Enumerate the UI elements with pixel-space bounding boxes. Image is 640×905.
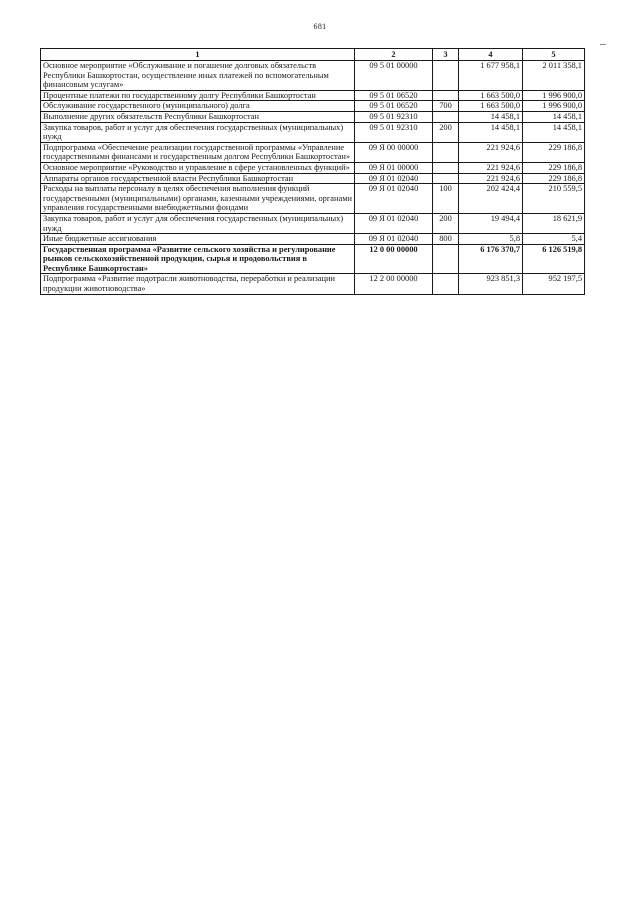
row-name: Подпрограмма «Обеспечение реализации государственной программы «Управление государственными финансами и государственным долгом Республики Башкортостан» bbox=[41, 142, 355, 162]
row-value-1: 923 851,3 bbox=[459, 274, 523, 294]
row-value-2: 6 126 519,8 bbox=[523, 244, 585, 274]
table-row bbox=[41, 184, 585, 214]
row-name: Выполнение других обязательств Республики Башкортостан bbox=[41, 111, 355, 122]
row-type: 200 bbox=[433, 122, 459, 142]
row-type bbox=[433, 244, 459, 274]
row-name: Основное мероприятие «Руководство и управление в сфере установленных функций» bbox=[41, 162, 355, 173]
row-code: 09 Я 01 02040 bbox=[355, 213, 433, 233]
row-type bbox=[433, 61, 459, 91]
row-code: 12 0 00 00000 bbox=[355, 244, 433, 274]
table-row-program bbox=[41, 244, 585, 274]
table-header-row bbox=[41, 49, 585, 61]
row-value-1: 19 494,4 bbox=[459, 213, 523, 233]
row-code: 09 5 01 92310 bbox=[355, 122, 433, 142]
row-name: Основное мероприятие «Обслуживание и погашение долговых обязательств Республики Башкортостан, осуществление иных платежей по вспомогательным финансовым услугам» bbox=[41, 61, 355, 91]
column-header-code: 2 bbox=[355, 49, 433, 61]
row-code: 09 Я 01 02040 bbox=[355, 173, 433, 184]
row-type bbox=[433, 90, 459, 101]
table-row bbox=[41, 101, 585, 112]
row-value-2: 5,4 bbox=[523, 234, 585, 245]
table-row bbox=[41, 111, 585, 122]
row-type bbox=[433, 173, 459, 184]
row-value-1: 14 458,1 bbox=[459, 111, 523, 122]
table-row bbox=[41, 173, 585, 184]
row-code: 09 5 01 92310 bbox=[355, 111, 433, 122]
table-row bbox=[41, 122, 585, 142]
row-type bbox=[433, 162, 459, 173]
row-code: 09 5 01 06520 bbox=[355, 101, 433, 112]
row-code: 09 Я 01 02040 bbox=[355, 234, 433, 245]
row-value-2: 1 996 900,0 bbox=[523, 90, 585, 101]
table-row bbox=[41, 142, 585, 162]
row-value-2: 229 186,8 bbox=[523, 142, 585, 162]
row-value-1: 202 424,4 bbox=[459, 184, 523, 214]
row-value-2: 1 996 900,0 bbox=[523, 101, 585, 112]
row-value-1: 221 924,6 bbox=[459, 173, 523, 184]
row-code: 12 2 00 00000 bbox=[355, 274, 433, 294]
row-value-2: 952 197,5 bbox=[523, 274, 585, 294]
row-name: Обслуживание государственного (муниципального) долга bbox=[41, 101, 355, 112]
row-value-1: 221 924,6 bbox=[459, 142, 523, 162]
row-value-2: 14 458,1 bbox=[523, 111, 585, 122]
row-code: 09 5 01 06520 bbox=[355, 90, 433, 101]
row-value-2: 210 559,5 bbox=[523, 184, 585, 214]
row-code: 09 5 01 00000 bbox=[355, 61, 433, 91]
row-value-1: 221 924,6 bbox=[459, 162, 523, 173]
row-name: Процентные платежи по государственному долгу Республики Башкортостан bbox=[41, 90, 355, 101]
column-header-name: 1 bbox=[41, 49, 355, 61]
row-name: Аппараты органов государственной власти Республики Башкортостан bbox=[41, 173, 355, 184]
row-value-2: 229 186,8 bbox=[523, 173, 585, 184]
row-name: Закупка товаров, работ и услуг для обеспечения государственных (муниципальных) нужд bbox=[41, 122, 355, 142]
table-row bbox=[41, 213, 585, 233]
row-type: 200 bbox=[433, 213, 459, 233]
margin-mark bbox=[600, 44, 606, 45]
row-type: 100 bbox=[433, 184, 459, 214]
row-value-1: 5,8 bbox=[459, 234, 523, 245]
column-header-type: 3 bbox=[433, 49, 459, 61]
table-row bbox=[41, 234, 585, 245]
row-value-1: 1 677 958,1 bbox=[459, 61, 523, 91]
row-name: Расходы на выплаты персоналу в целях обеспечения выполнения функций государственными (муниципальными) органами, казенными учреждениями, органами управления государственными внебюджетными фондами bbox=[41, 184, 355, 214]
row-type bbox=[433, 111, 459, 122]
column-header-value-1: 4 bbox=[459, 49, 523, 61]
row-value-2: 18 621,9 bbox=[523, 213, 585, 233]
row-value-1: 1 663 500,0 bbox=[459, 90, 523, 101]
table-row bbox=[41, 61, 585, 91]
row-name: Государственная программа «Развитие сельского хозяйства и регулирование рынков сельскохозяйственной продукции, сырья и продовольствия в Республике Башкортостан» bbox=[41, 244, 355, 274]
page-number: 681 bbox=[313, 22, 327, 31]
row-type: 800 bbox=[433, 234, 459, 245]
row-value-1: 6 176 370,7 bbox=[459, 244, 523, 274]
budget-table bbox=[40, 48, 585, 295]
row-name: Иные бюджетные ассигнования bbox=[41, 234, 355, 245]
row-type bbox=[433, 274, 459, 294]
column-header-value-2: 5 bbox=[523, 49, 585, 61]
table-row bbox=[41, 274, 585, 294]
row-type bbox=[433, 142, 459, 162]
row-code: 09 Я 00 00000 bbox=[355, 142, 433, 162]
row-code: 09 Я 01 00000 bbox=[355, 162, 433, 173]
row-type: 700 bbox=[433, 101, 459, 112]
row-name: Подпрограмма «Развитие подотрасли животноводства, переработки и реализации продукции животноводства» bbox=[41, 274, 355, 294]
row-value-2: 14 458,1 bbox=[523, 122, 585, 142]
row-value-2: 2 011 358,1 bbox=[523, 61, 585, 91]
row-code: 09 Я 01 02040 bbox=[355, 184, 433, 214]
table-row bbox=[41, 162, 585, 173]
row-name: Закупка товаров, работ и услуг для обеспечения государственных (муниципальных) нужд bbox=[41, 213, 355, 233]
row-value-1: 1 663 500,0 bbox=[459, 101, 523, 112]
table-row bbox=[41, 90, 585, 101]
row-value-1: 14 458,1 bbox=[459, 122, 523, 142]
row-value-2: 229 186,8 bbox=[523, 162, 585, 173]
